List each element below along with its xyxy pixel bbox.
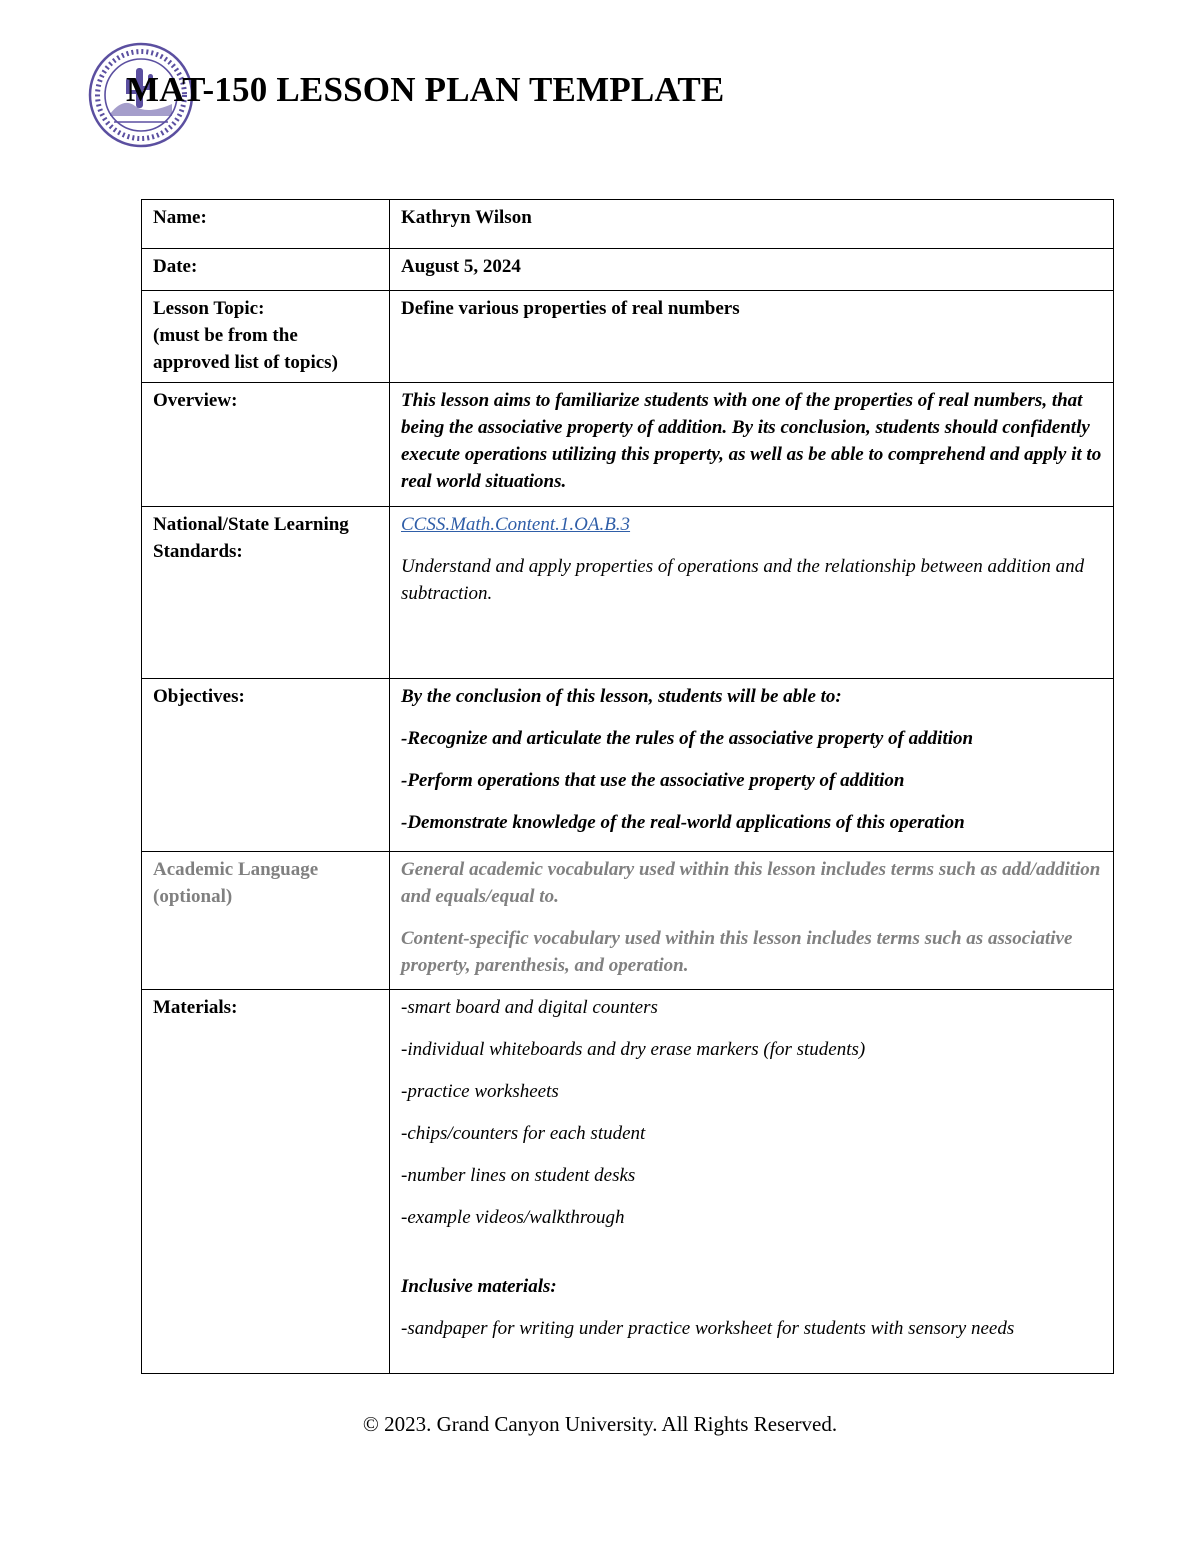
- standards-label: [142, 507, 390, 679]
- standards-label-line: Standards:: [153, 541, 243, 562]
- lesson-topic-label-line: approved list of topics): [153, 352, 338, 373]
- standards-value: [390, 507, 1114, 679]
- lesson-topic-label: [142, 291, 390, 383]
- row-lesson-topic: [142, 291, 1114, 383]
- overview-label: Overview:: [142, 383, 390, 507]
- material-item: -individual whiteboards and dry erase markers (for students): [401, 1039, 866, 1060]
- materials-value: [390, 990, 1114, 1374]
- academic-language-label: [142, 852, 390, 990]
- row-objectives: [142, 679, 1114, 852]
- row-materials: [142, 990, 1114, 1374]
- objectives-label: Objectives:: [142, 679, 390, 852]
- material-item: -practice worksheets: [401, 1081, 559, 1102]
- document-title: MAT-150 LESSON PLAN TEMPLATE: [126, 70, 725, 109]
- objective-item: -Demonstrate knowledge of the real-world applications of this operation: [401, 812, 965, 833]
- row-standards: [142, 507, 1114, 679]
- standard-link[interactable]: CCSS.Math.Content.1.OA.B.3: [401, 514, 631, 535]
- academic-language-paragraph: General academic vocabulary used within this lesson includes terms such as add/addition and equals/equal to.: [401, 859, 1101, 907]
- academic-language-value: [390, 852, 1114, 990]
- row-overview: [142, 383, 1114, 507]
- academic-language-label-line: Academic Language: [153, 859, 319, 880]
- lesson-plan-table: [141, 199, 1114, 1374]
- objective-item: -Recognize and articulate the rules of the associative property of addition: [401, 728, 974, 749]
- academic-language-label-line: (optional): [153, 886, 233, 907]
- material-item: -number lines on student desks: [401, 1165, 636, 1186]
- lesson-topic-value: Define various properties of real numbers: [390, 291, 1114, 383]
- row-name: [142, 200, 1114, 249]
- standards-description: Understand and apply properties of operations and the relationship between addition and subtraction.: [401, 556, 1085, 604]
- materials-label: Materials:: [142, 990, 390, 1374]
- objective-item: By the conclusion of this lesson, students will be able to:: [401, 686, 842, 707]
- academic-language-paragraph: Content-specific vocabulary used within this lesson includes terms such as associative property, parenthesis, and operation.: [401, 928, 1073, 976]
- copyright-footer: © 2023. Grand Canyon University. All Rights Reserved.: [362, 1412, 838, 1436]
- objectives-value: [390, 679, 1114, 852]
- name-value: Kathryn Wilson: [390, 200, 1114, 249]
- overview-value: This lesson aims to familiarize students with one of the properties of real numbers, that being the associative property of addition. By its conclusion, students should confidently execute operations utilizing this property, as well as be able to comprehend and apply it to real world situations.: [390, 383, 1114, 507]
- material-item: -example videos/walkthrough: [401, 1207, 625, 1228]
- objective-item: -Perform operations that use the associative property of addition: [401, 770, 905, 791]
- inclusive-materials-heading: Inclusive materials:: [401, 1276, 557, 1297]
- row-date: [142, 249, 1114, 291]
- name-label: Name:: [142, 200, 390, 249]
- material-item: -smart board and digital counters: [401, 997, 658, 1018]
- date-label: Date:: [142, 249, 390, 291]
- date-value: August 5, 2024: [390, 249, 1114, 291]
- material-item: -chips/counters for each student: [401, 1123, 646, 1144]
- row-academic-language: [142, 852, 1114, 990]
- lesson-topic-label-line: Lesson Topic:: [153, 298, 265, 319]
- lesson-topic-label-line: (must be from the: [153, 325, 298, 346]
- inclusive-material-item: -sandpaper for writing under practice worksheet for students with sensory needs: [401, 1318, 1015, 1339]
- standards-label-line: National/State Learning: [153, 514, 349, 535]
